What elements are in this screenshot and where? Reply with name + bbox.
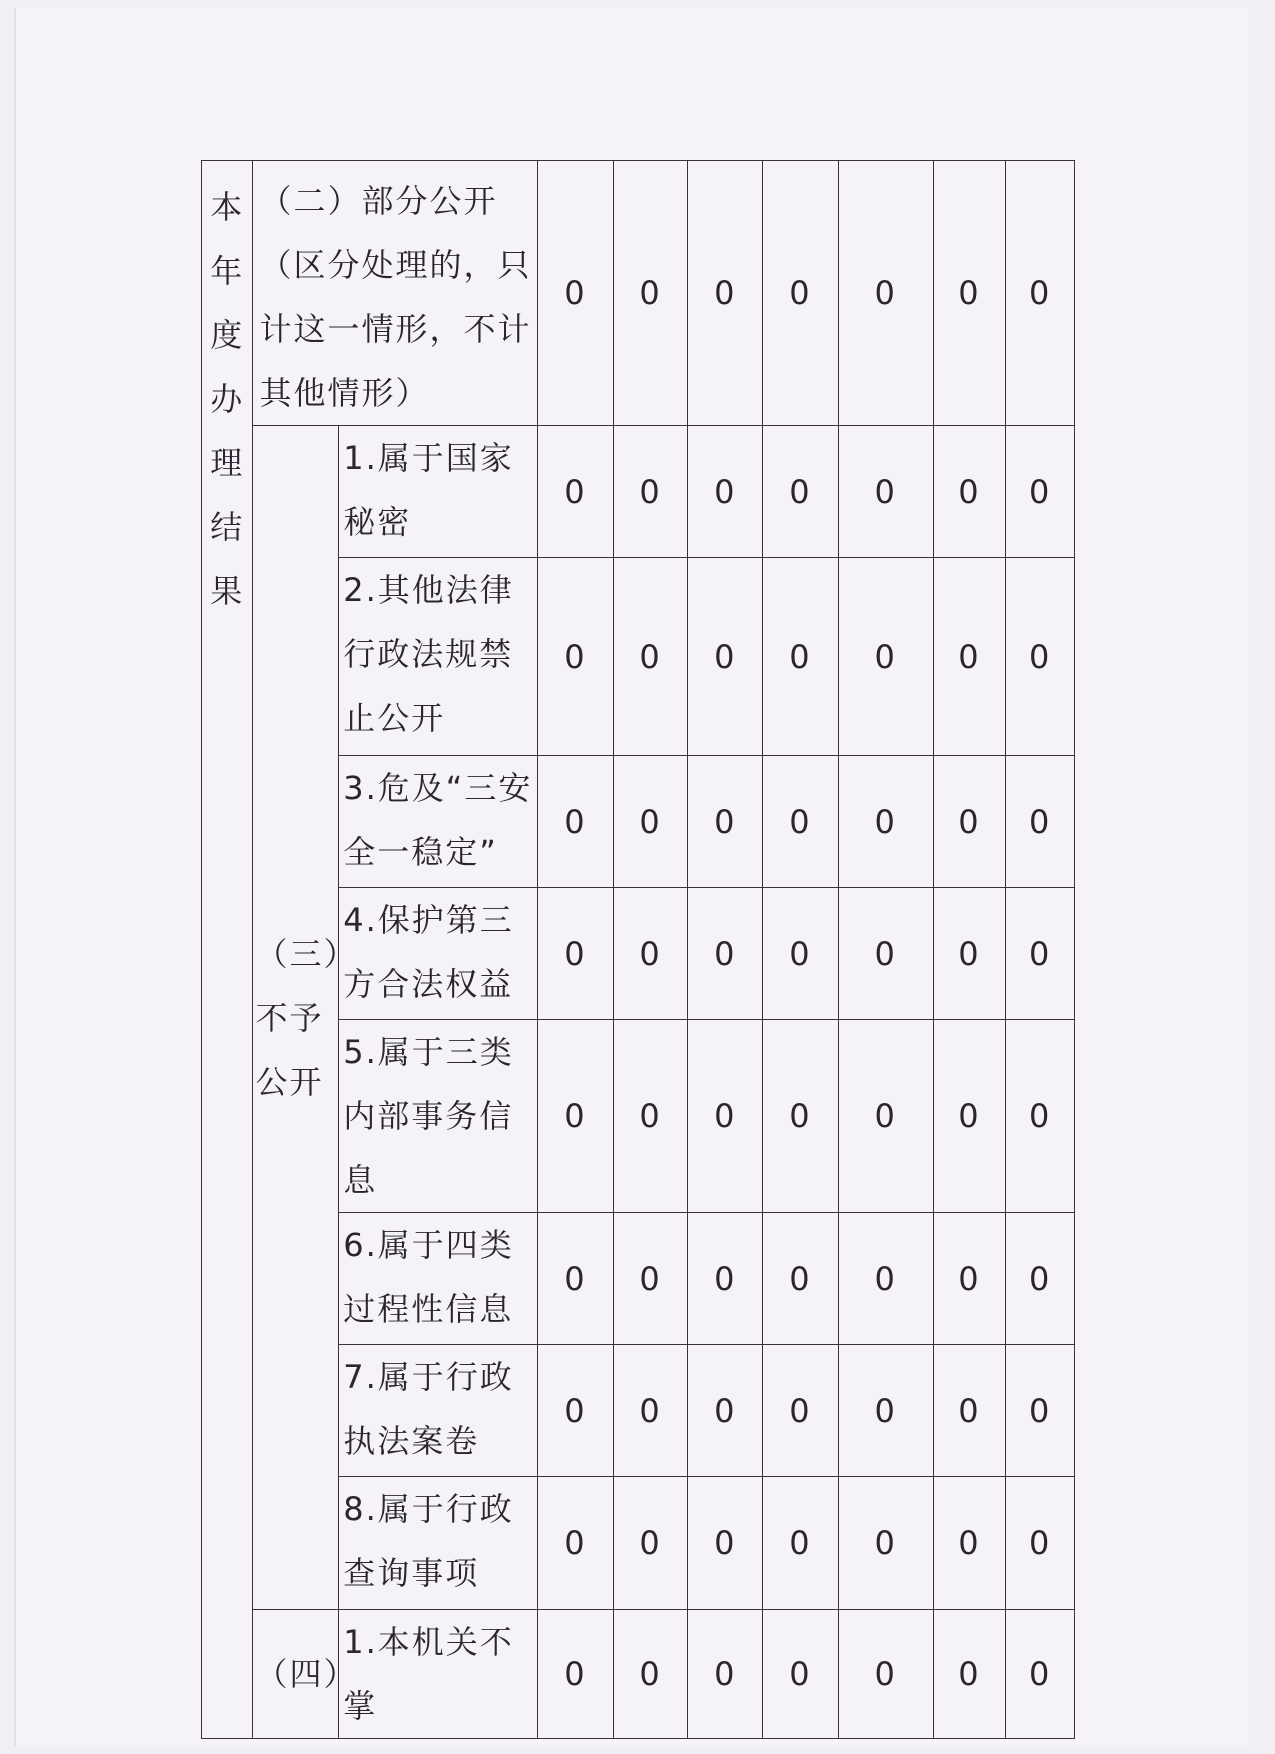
value-cell: 0 [613,426,688,558]
value-cell: 0 [933,558,1006,756]
outer-label-cell [202,161,253,1739]
value-cell: 0 [838,1213,933,1345]
value-cell: 0 [538,1477,614,1610]
value-cell: 0 [933,426,1006,558]
row-label: 5.属于三类内部事务信息 [339,1020,538,1213]
value-cell: 0 [838,1477,933,1610]
value-cell: 0 [933,1610,1006,1739]
not-open-group-cell [253,426,358,1610]
value-cell: 0 [933,1020,1006,1213]
value-cell: 0 [1006,426,1075,558]
value-cell: 0 [538,1610,614,1739]
value-cell: 0 [1006,161,1075,426]
value-cell: 0 [613,888,688,1020]
value-cell: 0 [838,558,933,756]
value-cell: 0 [688,1345,763,1477]
value-cell: 0 [613,1477,688,1610]
value-cell: 0 [688,1477,763,1610]
value-cell: 0 [763,558,839,756]
value-cell: 0 [613,1213,688,1345]
value-cell: 0 [763,888,839,1020]
row-label: 3.危及“三安全一稳定” [339,756,538,888]
value-cell: 0 [933,756,1006,888]
value-cell: 0 [933,161,1006,426]
value-cell: 0 [1006,756,1075,888]
value-cell: 0 [763,756,839,888]
value-cell: 0 [763,1020,839,1213]
value-cell: 0 [1006,1477,1075,1610]
value-cell: 0 [688,888,763,1020]
document-page [14,8,1248,1746]
value-cell: 0 [613,161,688,426]
table-row [202,1610,1075,1739]
row-label: 1.属于国家秘密 [339,426,538,558]
value-cell: 0 [538,1213,614,1345]
not-open-group-label: （三）不予公开 [255,934,358,1101]
value-cell: 0 [1006,1610,1075,1739]
value-cell: 0 [1006,1020,1075,1213]
value-cell: 0 [763,1610,839,1739]
value-cell: 0 [613,558,688,756]
value-cell: 0 [933,1477,1006,1610]
value-cell: 0 [613,1345,688,1477]
value-cell: 0 [1006,888,1075,1020]
value-cell: 0 [688,161,763,426]
value-cell: 0 [538,426,614,558]
value-cell: 0 [1006,558,1075,756]
value-cell: 0 [688,558,763,756]
value-cell: 0 [538,1345,614,1477]
value-cell: 0 [763,1213,839,1345]
value-cell: 0 [933,1345,1006,1477]
value-cell: 0 [838,426,933,558]
value-cell: 0 [763,161,839,426]
value-cell: 0 [1006,1213,1075,1345]
table-row [202,426,1075,558]
value-cell: 0 [613,1020,688,1213]
value-cell: 0 [933,888,1006,1020]
value-cell: 0 [688,756,763,888]
disclosure-results-table [201,160,1075,1739]
value-cell: 0 [838,1610,933,1739]
value-cell: 0 [613,756,688,888]
unable-group-label: （四） [253,1610,339,1739]
row-label: 7.属于行政执法案卷 [339,1345,538,1477]
row-label: 6.属于四类过程性信息 [339,1213,538,1345]
value-cell: 0 [838,1345,933,1477]
value-cell: 0 [763,426,839,558]
value-cell: 0 [838,1020,933,1213]
value-cell: 0 [538,756,614,888]
value-cell: 0 [838,888,933,1020]
row-label: 2.其他法律行政法规禁止公开 [339,558,538,756]
row-label: 4.保护第三方合法权益 [339,888,538,1020]
value-cell: 0 [613,1610,688,1739]
value-cell: 0 [688,426,763,558]
row-partial-open [202,161,1075,426]
value-cell: 0 [538,1020,614,1213]
value-cell: 0 [538,888,614,1020]
value-cell: 0 [688,1020,763,1213]
value-cell: 0 [763,1345,839,1477]
partial-open-label: （二）部分公开（区分处理的，只计这一情形，不计其他情形） [253,161,538,426]
value-cell: 0 [933,1213,1006,1345]
value-cell: 0 [838,161,933,426]
value-cell: 0 [1006,1345,1075,1477]
value-cell: 0 [538,558,614,756]
row-label: 1.本机关不掌 [339,1610,538,1739]
value-cell: 0 [763,1477,839,1610]
row-label: 8.属于行政查询事项 [339,1477,538,1610]
value-cell: 0 [688,1610,763,1739]
outer-label: 本年度办理结果 [210,188,245,610]
value-cell: 0 [838,756,933,888]
value-cell: 0 [538,161,614,426]
value-cell: 0 [688,1213,763,1345]
